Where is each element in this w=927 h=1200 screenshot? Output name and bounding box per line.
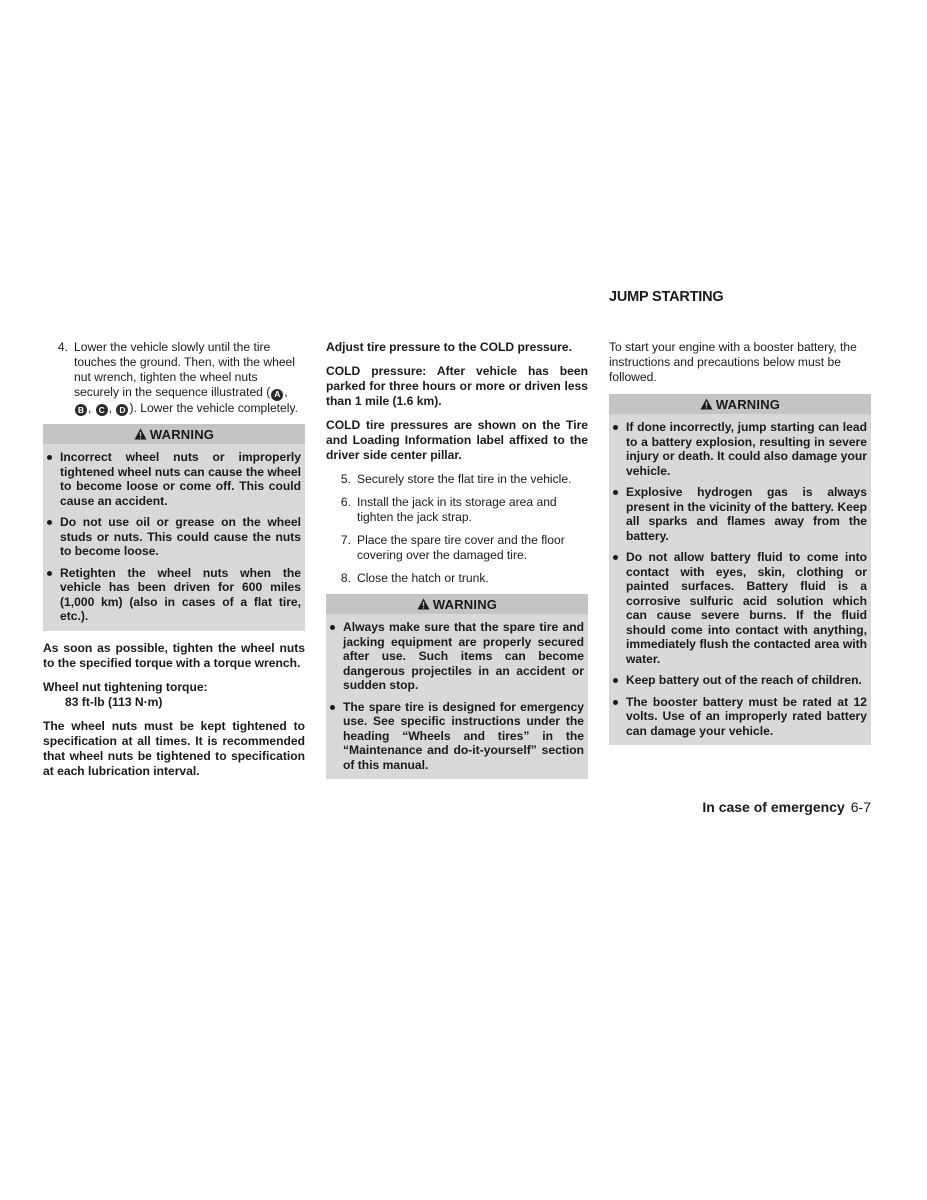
page-footer xyxy=(600,799,871,815)
step-text: Close the hatch or trunk. xyxy=(357,571,489,585)
step-7 xyxy=(326,533,588,563)
page-number: 6-7 xyxy=(850,799,871,815)
step-text: Place the spare tire cover and the floor covering over the damaged tire. xyxy=(357,533,565,562)
list-item: Do not allow battery fluid to come into contact with eyes, skin, clothing or painted surfaces. Battery fluid is a corrosive sulfuric acid solution which can cause severe burns. If the fluid should come into contact with anything, immediately flush the contacted area with water. xyxy=(609,550,867,666)
column-3 xyxy=(609,340,871,755)
tighten-paragraph: As soon as possible, tighten the wheel nuts to the specified torque with a torque wrench. xyxy=(43,640,305,670)
marker-b-icon: B xyxy=(75,404,87,416)
list-item: Explosive hydrogen gas is always present in the vicinity of the battery. Keep all sparks and flames away from the battery. xyxy=(609,485,867,543)
bullet-icon xyxy=(330,705,335,710)
warning-box-spare-tire xyxy=(326,594,588,779)
bullet-icon xyxy=(613,490,618,495)
cold-pressure-paragraph: COLD pressure: After vehicle has been parked for three hours or more or driven less than 1 mile (1.6 km). xyxy=(326,364,588,408)
bullet-icon xyxy=(613,425,618,430)
jump-start-intro: To start your engine with a booster battery, the instructions and precautions below must be followed. xyxy=(609,340,857,384)
list-item: Incorrect wheel nuts or improperly tightened wheel nuts can cause the wheel to become loose or come off. This could cause an accident. xyxy=(43,450,301,508)
step-6 xyxy=(326,495,588,525)
step-number: 4. xyxy=(57,340,68,354)
step-4-text-a: Lower the vehicle slowly until the tire touches the ground. Then, with the wheel nut wrench, tighten the wheel nuts securely in the sequence illustrated ( xyxy=(74,340,295,399)
step-number: 6. xyxy=(340,495,351,509)
warning-list xyxy=(326,614,588,772)
torque-value: 83 ft-lb (113 N·m) xyxy=(65,694,163,709)
cold-label-paragraph: COLD tire pressures are shown on the Tire and Loading Information label affixed to the driver side center pillar. xyxy=(326,418,588,462)
bullet-icon xyxy=(47,571,52,576)
chapter-title: In case of emergency xyxy=(702,799,845,815)
bullet-icon xyxy=(47,455,52,460)
warning-title: WARNING xyxy=(149,426,215,442)
list-item: If done incorrectly, jump starting can lead to a battery explosion, resulting in severe injury or death. It could also damage your vehicle. xyxy=(609,420,867,478)
list-item: Retighten the wheel nuts when the vehicle has been driven for 600 miles (1,000 km) (also in cases of a flat tire, etc.). xyxy=(43,566,301,624)
marker-c-icon: C xyxy=(96,404,108,416)
bullet-icon xyxy=(330,625,335,630)
adjust-pressure-paragraph: Adjust tire pressure to the COLD pressure. xyxy=(326,340,572,354)
list-item: The booster battery must be rated at 12 volts. Use of an improperly rated battery can damage your vehicle. xyxy=(609,695,867,739)
warning-box-wheel-nuts xyxy=(43,424,305,631)
bullet-icon xyxy=(47,520,52,525)
list-item: Do not use oil or grease on the wheel studs or nuts. This could cause the nuts to become loose. xyxy=(43,515,301,559)
step-4-text-b: ). Lower the vehicle completely. xyxy=(129,400,298,415)
warning-list xyxy=(43,444,305,624)
warning-list xyxy=(609,414,871,738)
step-5 xyxy=(326,472,588,487)
warning-triangle-icon xyxy=(700,398,713,410)
warning-triangle-icon xyxy=(134,428,147,440)
column-2 xyxy=(326,340,588,789)
step-8 xyxy=(326,571,588,586)
step-text: Securely store the flat tire in the vehicle. xyxy=(357,472,572,486)
section-title: JUMP STARTING xyxy=(609,289,724,305)
list-item: Keep battery out of the reach of children. xyxy=(609,673,867,688)
step-number: 8. xyxy=(340,571,351,585)
list-item: The spare tire is designed for emergency use. See specific instructions under the heading “Wheels and tires” in the “Maintenance and do-it-yourself” section of this manual. xyxy=(326,700,584,773)
warning-triangle-icon xyxy=(417,598,430,610)
marker-d-icon: D xyxy=(116,404,128,416)
column-1 xyxy=(43,340,305,788)
step-text: Install the jack in its storage area and tighten the jack strap. xyxy=(357,495,557,524)
bullet-icon xyxy=(613,678,618,683)
bullet-icon xyxy=(613,700,618,705)
bullet-icon xyxy=(613,555,618,560)
step-number: 7. xyxy=(340,533,351,547)
torque-label: Wheel nut tightening torque: xyxy=(43,679,208,694)
specification-paragraph: The wheel nuts must be kept tightened to specification at all times. It is recommended that wheel nuts be tightened to specification at each lubrication interval. xyxy=(43,718,305,778)
warning-box-battery xyxy=(609,394,871,745)
step-4: 4. Lower the vehicle slowly until the tire touches the ground. Then, with the wheel nut wrench, tighten the wheel nuts securely in the sequence illustrated ( A , B , C , D ). Lower the vehicle completely. xyxy=(43,340,305,416)
marker-a-icon: A xyxy=(271,389,283,401)
step-number: 5. xyxy=(340,472,351,486)
warning-title: WARNING xyxy=(432,596,498,612)
list-item: Always make sure that the spare tire and jacking equipment are properly secured after use. Such items can become dangerous projectiles in an accident or sudden stop. xyxy=(326,620,584,693)
warning-title: WARNING xyxy=(715,396,781,412)
